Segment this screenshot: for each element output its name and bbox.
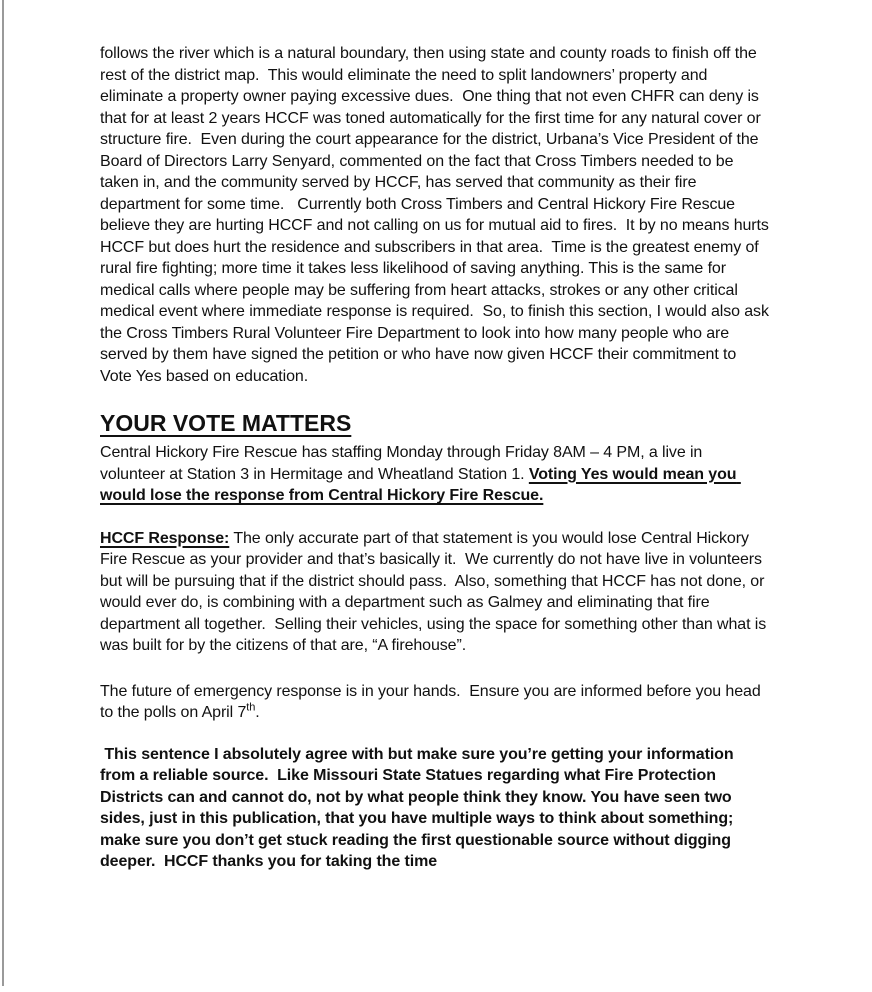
response-paragraph bbox=[100, 528, 770, 657]
page-edge-line bbox=[2, 0, 4, 986]
intro-paragraph: follows the river which is a natural boundary, then using state and county roads to finish off the rest of the district map. This would eliminate the need to split landowners’ property and eliminate a property owner paying excessive dues. One thing that not even CHFR can deny is that for at least 2 years HCCF was toned automatically for the first time for any natural cover or structure fire. Even during the court appearance for the district, Urbana’s Vice President of the Board of Directors Larry Senyard, commented on the fact that Cross Timbers needed to be taken in, and the community served by HCCF, has served that community as their fire department for some time. Currently both Cross Timbers and Central Hickory Fire Rescue believe they are hurting HCCF and not calling on us for mutual aid to fires. It by no means hurts HCCF but does hurt the residence and subscribers in that area. Time is the greatest enemy of rural fire fighting; more time it takes less likelihood of saving anything. This is the same for medical calls where people may be suffering from heart attacks, strokes or any other critical medical event where immediate response is required. So, to finish this section, I would also ask the Cross Timbers Rural Volunteer Fire Department to look into how many people who are served by them have signed the petition or who have now given HCCF their commitment to Vote Yes based on education. bbox=[100, 45, 774, 385]
section-heading: YOUR VOTE MATTERS bbox=[100, 410, 352, 436]
claim-paragraph bbox=[100, 442, 770, 507]
closing-paragraph bbox=[100, 681, 770, 724]
response-body: The only accurate part of that statement is you would lose Central Hickory Fire Rescue as your provider and that’s basically it. We currently do not have live in volunteers but will be pursuing that if the district should pass. Also, something that HCCF has not done, or would ever do, is combining with a department such as Galmey and eliminating that fire department all together. Selling their vehicles, using the space for something other than what is was built for by the citizens of that are, “A firehouse”. bbox=[100, 529, 771, 654]
document-page bbox=[100, 43, 774, 873]
claim-emphasis: Voting Yes would mean you would lose the response from Central Hickory Fire Rescue. bbox=[100, 465, 741, 504]
section-heading-row bbox=[100, 387, 770, 442]
closing-text: The future of emergency response is in your hands. Ensure you are informed before you head to the polls on April 7 bbox=[100, 682, 765, 721]
editor-note-paragraph: This sentence I absolutely agree with but make sure you’re getting your information from a reliable source. Like Missouri State Statues regarding what Fire Protection Districts can and cannot do, not by what people think they know. You have seen two sides, just in this publication, that you have multiple ways to think about something; make sure you don’t get stuck reading the first questionable source without digging deeper. HCCF thanks you for taking the time bbox=[100, 745, 738, 870]
claim-text: Central Hickory Fire Rescue has staffing Monday through Friday 8AM – 4 PM, a live in volunteer at Station 3 in Hermitage and Wheatland Station 1. bbox=[100, 444, 707, 483]
response-label: HCCF Response: bbox=[100, 529, 230, 547]
ordinal-superscript: th bbox=[246, 701, 256, 714]
closing-period: . bbox=[255, 704, 260, 721]
